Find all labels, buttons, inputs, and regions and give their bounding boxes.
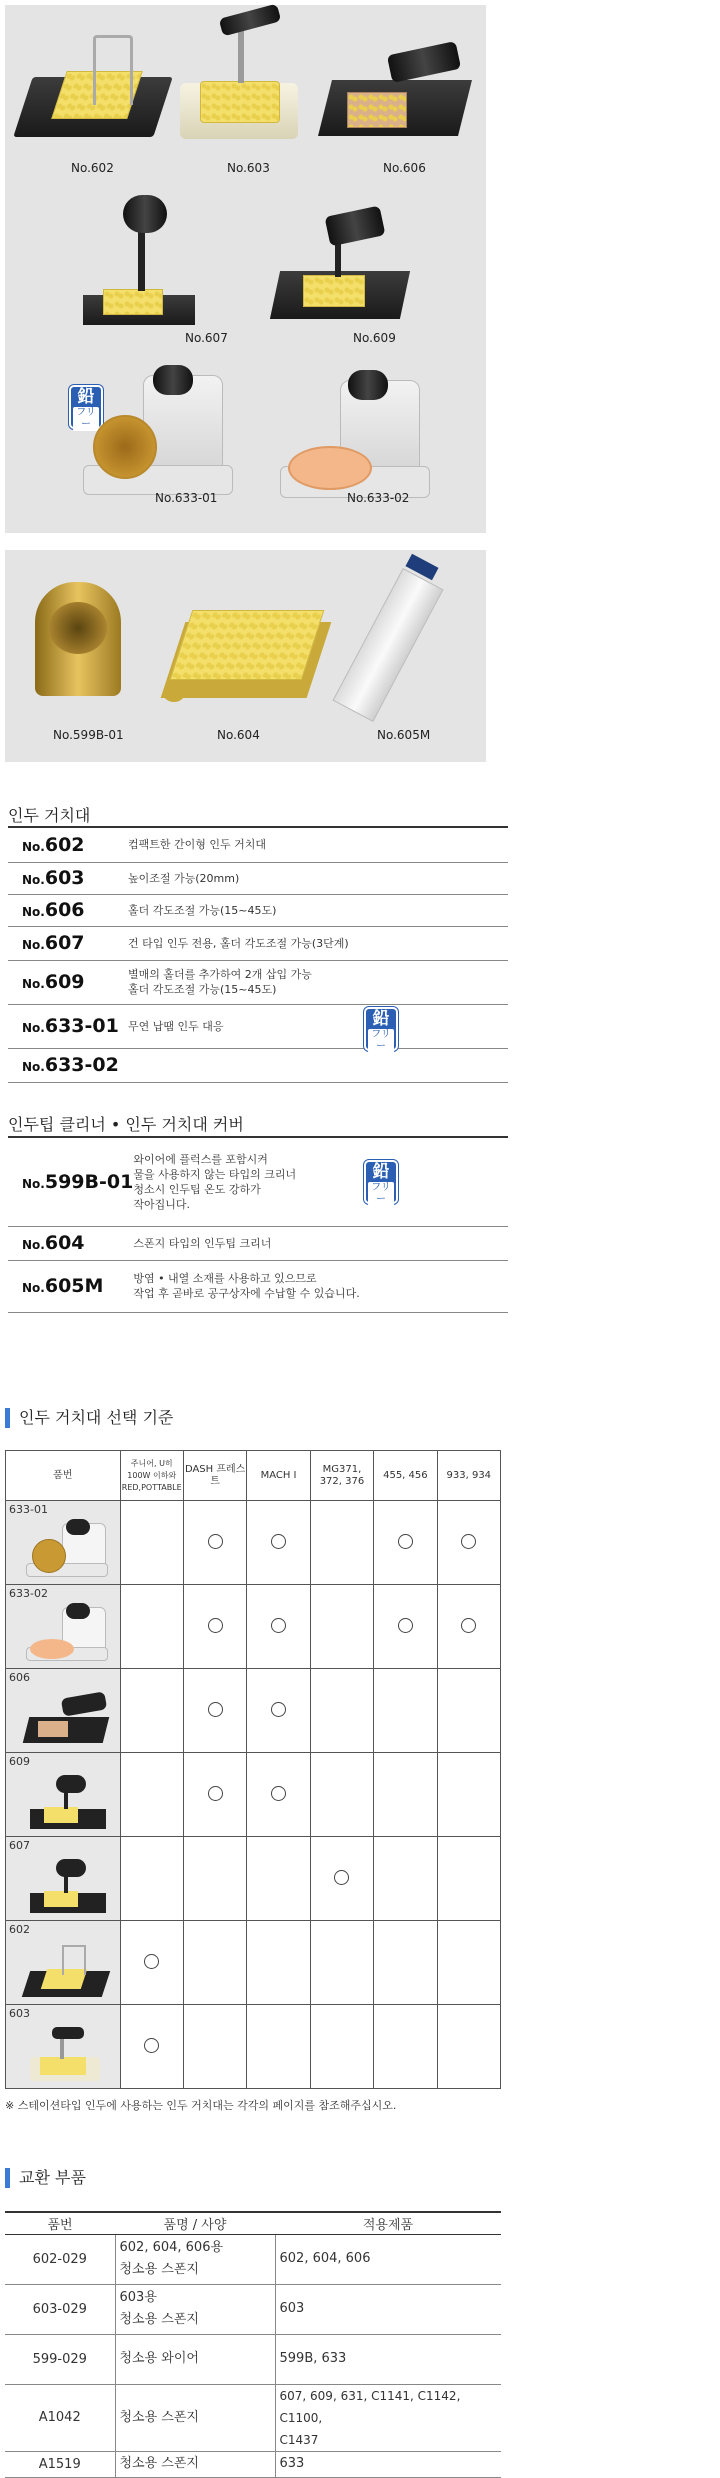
selection-cell [437,1501,500,1585]
selection-header: 933, 934 [437,1451,500,1501]
caption-603: No.603 [227,161,270,175]
spec-description-line: 컴팩트한 간이형 인두 거치대 [128,838,267,852]
selection-table [5,1450,501,2089]
compatible-mark [271,1702,286,1717]
selection-header: 455, 456 [374,1451,437,1501]
spec-description [133,1260,508,1312]
selection-cell [247,1921,310,2005]
selection-cell [247,1585,310,1669]
selection-header: 품번 [6,1451,121,1501]
selection-cell [183,2005,246,2089]
parts-name-line: 청소용 와이어 [119,2351,199,2366]
product-599b-01-image [35,582,125,702]
spec-description-line: 무연 납땜 인두 대응 [128,1019,224,1033]
spec-model-number: 607 [44,932,85,954]
spec-description-line: 청소시 인두팁 온도 강하가 [133,1182,261,1196]
selection-row [6,1921,501,2005]
part-thumbnail [26,1775,110,1831]
spec-description-line: 작아집니다. [133,1197,190,1211]
cleaners-photo-panel [5,550,486,762]
compatible-mark [398,1618,413,1633]
parts-name-line: 청소용 스폰지 [119,2456,199,2471]
spec-model-prefix: No. [22,905,45,919]
lead-free-badge-top: 鉛 [77,387,95,407]
compatible-mark [144,1954,159,1969]
product-603-image [180,5,310,145]
selection-cell [247,1753,310,1837]
spec-model [8,862,128,894]
spec-model-prefix: No. [22,839,45,854]
spec-model-prefix: No. [22,1021,45,1035]
caption-633-02: No.633-02 [347,491,410,505]
spec-model-prefix: No. [22,1060,45,1074]
selection-row [6,1753,501,1837]
parts-apply [275,2384,501,2451]
parts-code: 603-029 [5,2284,115,2334]
parts-row [5,2384,501,2451]
selection-row [6,1837,501,1921]
parts-code: A1042 [5,2384,115,2451]
spec-description-line: 스폰지 타입의 인두팁 크리너 [133,1236,272,1250]
spec-model [8,894,128,926]
compatible-mark [271,1534,286,1549]
parts-header: 적용제품 [275,2212,501,2234]
parts-name [115,2384,275,2451]
selection-cell [437,2005,500,2089]
cleaners-spec-table [8,1138,508,1313]
selection-cell [310,1501,373,1585]
parts-name-line: 602, 604, 606용 [119,2240,224,2255]
parts-apply-line: C1437 [279,2432,319,2447]
parts-code: 602-029 [5,2234,115,2284]
spec-model [8,1226,133,1260]
spec-description-line: 높이조절 가능(20mm) [128,871,240,885]
spec-row [8,828,508,862]
selection-cell [374,1753,437,1837]
spec-model-number: 605M [44,1275,104,1297]
selection-note: ※ 스테이션타입 인두에 사용하는 인두 거치대는 각각의 페이지를 참조해주십시오. [5,2099,397,2112]
caption-599b-01: No.599B-01 [53,728,124,742]
spec-model-prefix: No. [22,1238,45,1252]
product-602-image [23,35,173,145]
selection-header: MACH Ⅰ [247,1451,310,1501]
parts-apply-line: 607, 609, 631, C1141, C1142, C1100, [279,2388,461,2425]
selection-part-number: 606 [9,1671,30,1684]
section-stands-title: 인두 거치대 [8,806,91,825]
selection-cell [374,1837,437,1921]
compatible-mark [271,1786,286,1801]
spec-description-line: 와이어에 플럭스를 포함시켜 [133,1152,268,1166]
selection-cell [247,1501,310,1585]
spec-row [8,1004,508,1048]
spec-description-line: 홀더 각도조절 가능(15~45도) [128,903,277,917]
spec-model-number: 606 [44,899,85,921]
lead-free-badge [364,1007,398,1051]
parts-title: 교환 부품 [5,2165,86,2191]
selection-cell [310,2005,373,2089]
selection-part-cell [6,1585,121,1669]
selection-cell [183,1837,246,1921]
part-thumbnail [26,1691,110,1747]
parts-name [115,2451,275,2477]
spec-model-number: 602 [44,833,85,856]
compatible-mark [398,1534,413,1549]
caption-605m: No.605M [377,728,431,742]
compatible-mark [461,1534,476,1549]
spec-description [128,862,508,894]
selection-part-number: 603 [9,2007,30,2020]
spec-description [128,1004,508,1052]
compatible-mark [208,1534,223,1549]
selection-cell [437,1585,500,1669]
spec-row [8,894,508,926]
parts-name [115,2284,275,2334]
selection-part-cell [6,2005,121,2089]
spec-model-prefix: No. [22,977,45,991]
parts-apply [275,2334,501,2384]
spec-description-line: 작업 후 곧바로 공구상자에 수납할 수 있습니다. [133,1287,360,1300]
caption-606: No.606 [383,161,426,175]
parts-apply [275,2451,501,2477]
spec-row [8,1226,508,1260]
selection-cell [247,2005,310,2089]
compatible-mark [334,1870,349,1885]
spec-model-number: 633-02 [44,1054,119,1076]
compatible-mark [461,1618,476,1633]
parts-name [115,2234,275,2284]
lead-free-badge [364,1160,398,1204]
selection-header: MG371, 372, 376 [310,1451,373,1501]
selection-part-number: 602 [9,1923,30,1936]
selection-header: DASH 프레스트 [183,1451,246,1501]
selection-cell [247,1837,310,1921]
parts-code: A1519 [5,2451,115,2477]
selection-cell [310,1753,373,1837]
compatible-mark [208,1702,223,1717]
spec-description-line: 별매의 홀더를 추가하여 2개 삽입 가능 [128,968,312,981]
selection-part-number: 609 [9,1755,30,1768]
selection-cell [437,1669,500,1753]
parts-row [5,2334,501,2384]
spec-model-prefix: No. [22,1281,45,1295]
parts-apply-line: 599B, 633 [279,2351,347,2366]
parts-code: 599-029 [5,2334,115,2384]
spec-model-prefix: No. [22,873,45,887]
spec-model [8,960,128,1004]
parts-row [5,2234,501,2284]
spec-row [8,926,508,960]
spec-description-line: 방염 • 내열 소재를 사용하고 있으므로 [133,1272,317,1285]
stands-photo-panel [5,5,486,533]
parts-apply-line: 602, 604, 606 [279,2251,371,2266]
spec-model [8,1260,133,1312]
spec-description [128,894,508,926]
parts-name-line: 청소용 스폰지 [119,2312,199,2327]
spec-model [8,1138,133,1226]
parts-row [5,2284,501,2334]
selection-cell [374,2005,437,2089]
spec-description [133,1138,508,1226]
selection-cell [310,1585,373,1669]
part-thumbnail [26,1859,110,1915]
selection-cell [183,1501,246,1585]
stands-spec-table [8,828,508,1083]
spec-description [128,1048,508,1082]
parts-name-line: 603용 [119,2290,157,2305]
selection-part-cell [6,1669,121,1753]
lead-free-badge-top: 鉛 [372,1162,390,1182]
spec-description-line: 홀더 각도조절 가능(15~45도) [128,983,277,996]
lead-free-badge-top: 鉛 [372,1008,390,1029]
selection-cell [183,1921,246,2005]
parts-name-line: 청소용 스폰지 [119,2409,199,2425]
product-605m-image [335,560,455,730]
part-thumbnail [26,2027,110,2083]
selection-row [6,2005,501,2089]
selection-cell [310,1669,373,1753]
parts-apply [275,2234,501,2284]
selection-part-number: 607 [9,1839,30,1852]
product-633-01-image [83,365,243,505]
spec-row [8,1260,508,1312]
caption-604: No.604 [217,728,260,742]
selection-cell [310,1837,373,1921]
selection-cell [374,1585,437,1669]
spec-description-line: 물을 사용하지 않는 타입의 크리너 [133,1167,297,1181]
parts-apply-line: 603 [279,2301,305,2316]
compatible-mark [271,1618,286,1633]
selection-cell [437,1921,500,2005]
spec-description [128,926,508,960]
selection-cell [437,1753,500,1837]
parts-header: 품번 [5,2212,115,2234]
caption-602: No.602 [71,161,114,175]
selection-cell [120,1669,183,1753]
selection-row [6,1669,501,1753]
selection-cell [120,1501,183,1585]
spec-model-number: 603 [44,867,85,889]
parts-row [5,2451,501,2477]
selection-cell [310,1921,373,2005]
part-thumbnail [26,1523,110,1579]
selection-part-number: 633-02 [9,1587,48,1600]
selection-part-cell [6,1501,121,1585]
compatible-mark [208,1786,223,1801]
spec-description [133,1226,508,1260]
product-633-02-image [280,370,440,510]
parts-apply-line: 633 [279,2456,305,2471]
section-cleaners-title: 인두팁 클리너 • 인두 거치대 커버 [8,1115,244,1134]
parts-name [115,2334,275,2384]
selection-cell [374,1921,437,2005]
product-606-image [325,40,475,150]
selection-part-cell [6,1837,121,1921]
product-609-image [275,205,415,325]
spec-model-number: 633-01 [44,1015,119,1037]
parts-name-line: 청소용 스폰지 [119,2262,199,2277]
spec-row [8,1138,508,1226]
lead-free-badge-bottom: フリー [368,1029,394,1053]
spec-model [8,926,128,960]
spec-model-number: 599B-01 [44,1170,134,1193]
selection-part-cell [6,1921,121,2005]
part-thumbnail [26,1943,110,1999]
selection-row [6,1501,501,1585]
caption-607: No.607 [185,331,228,345]
lead-free-badge-bottom: フリー [368,1182,394,1206]
selection-cell [437,1837,500,1921]
selection-cell [374,1501,437,1585]
product-607-image [83,185,203,335]
selection-part-cell [6,1753,121,1837]
spec-model-number: 609 [44,971,85,993]
spec-row [8,1048,508,1082]
selection-cell [247,1669,310,1753]
caption-633-01: No.633-01 [155,491,218,505]
spec-model [8,828,128,862]
caption-609: No.609 [353,331,396,345]
selection-cell [120,1921,183,2005]
selection-cell [120,1837,183,1921]
selection-cell [120,1753,183,1837]
spec-description [128,828,508,862]
selection-header: 주니어, U히 100W 이하와 RED,POTTABLE [120,1451,183,1501]
compatible-mark [144,2038,159,2053]
parts-table [5,2211,501,2478]
spec-description [128,960,508,1004]
lead-free-badge-bottom: フリー [73,407,99,431]
product-604-image [163,602,323,712]
spec-model [8,1048,128,1082]
parts-header: 품명 / 사양 [115,2212,275,2234]
selection-title: 인두 거치대 선택 기준 [5,1405,173,1431]
spec-row [8,862,508,894]
spec-model-number: 604 [44,1232,85,1254]
part-thumbnail [26,1607,110,1663]
selection-cell [183,1669,246,1753]
compatible-mark [208,1618,223,1633]
selection-part-number: 633-01 [9,1503,48,1516]
spec-model [8,1004,128,1048]
selection-cell [120,1585,183,1669]
spec-model-prefix: No. [22,1176,45,1191]
spec-description-line: 건 타입 인두 전용, 홀더 각도조절 가능(3단계) [128,936,349,950]
selection-cell [120,2005,183,2089]
spec-row [8,960,508,1004]
spec-model-prefix: No. [22,938,45,952]
selection-cell [183,1753,246,1837]
selection-cell [183,1585,246,1669]
parts-apply [275,2284,501,2334]
selection-cell [374,1669,437,1753]
selection-row [6,1585,501,1669]
